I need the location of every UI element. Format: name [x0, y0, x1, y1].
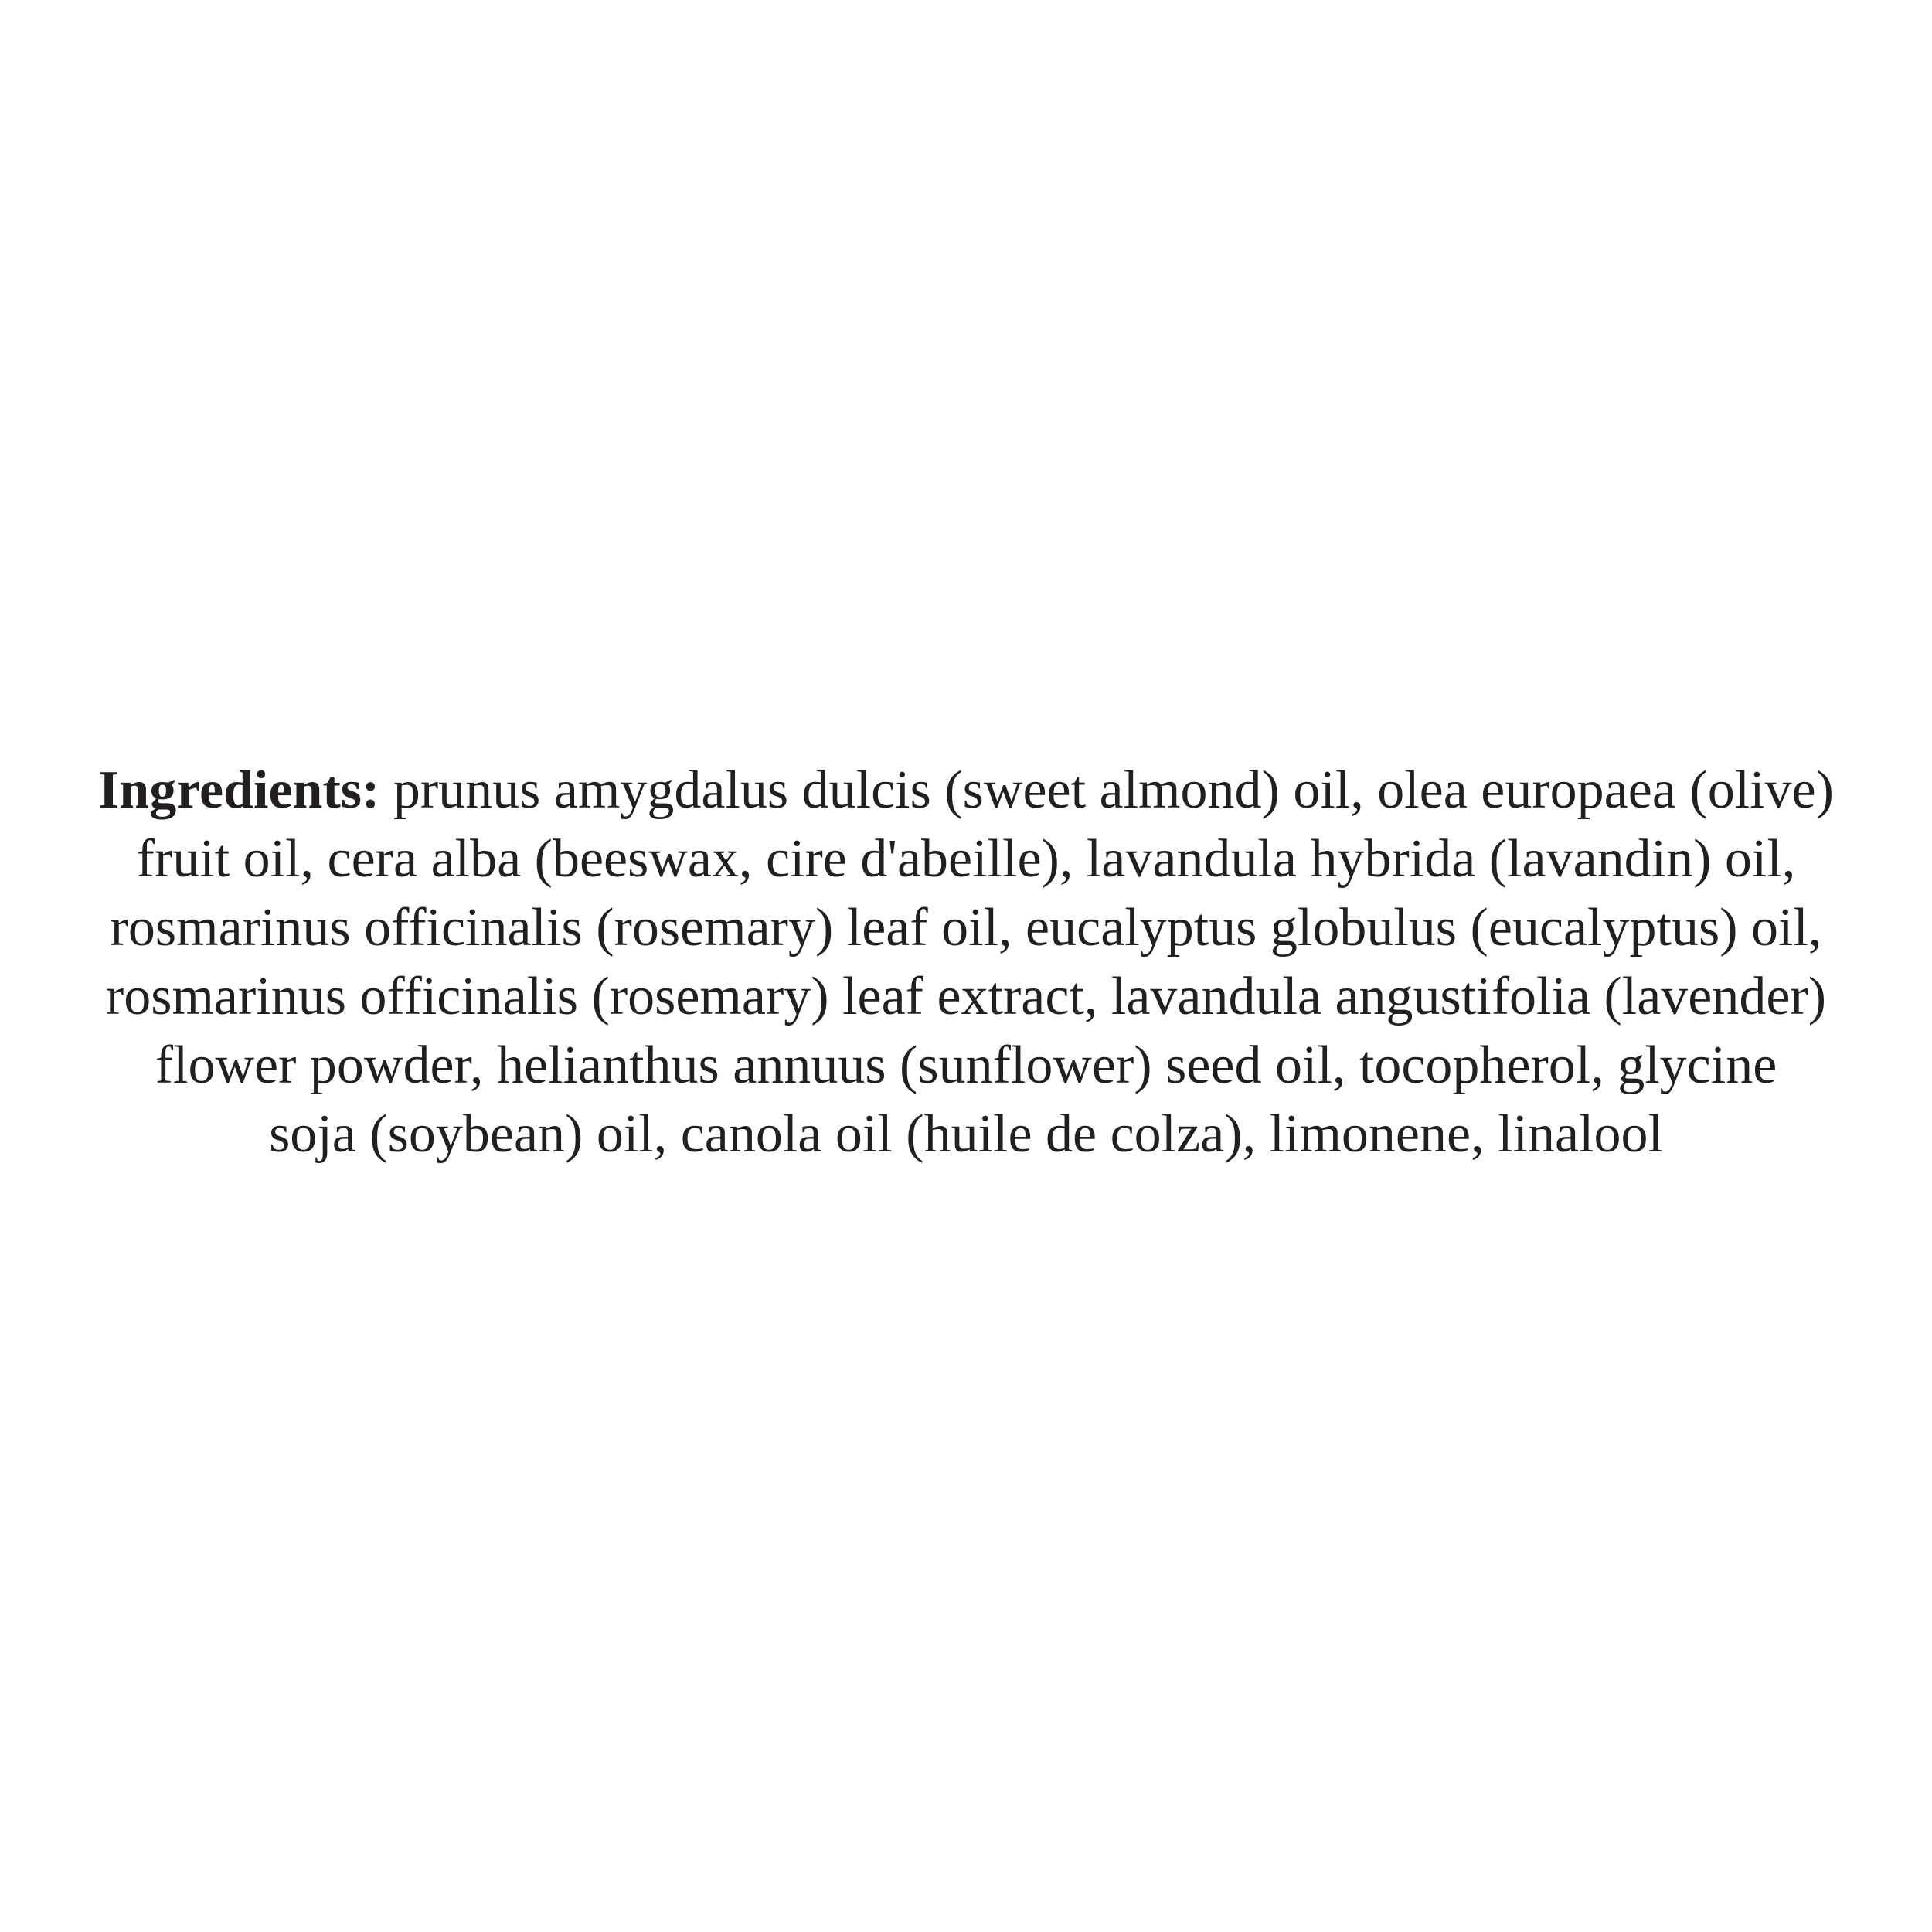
ingredients-label: Ingredients:	[98, 760, 380, 820]
ingredients-line-5: flower powder, helianthus annuus (sunflower) seed oil, tocopherol, glycine	[155, 1036, 1777, 1095]
ingredients-text	[23, 756, 1909, 1168]
ingredients-line-4: rosmarinus officinalis (rosemary) leaf extract, lavandula angustifolia (lavender)	[105, 967, 1827, 1026]
ingredients-line-3: rosmarinus officinalis (rosemary) leaf oil, eucalyptus globulus (eucalyptus) oil,	[110, 898, 1822, 957]
ingredients-line-6: soja (soybean) oil, canola oil (huile de colza), limonene, linalool	[269, 1104, 1663, 1164]
ingredients-line-1-text: prunus amygdalus dulcis (sweet almond) oil, olea europaea (olive)	[379, 760, 1834, 820]
ingredients-line-2: fruit oil, cera alba (beeswax, cire d'abeille), lavandula hybrida (lavandin) oil,	[136, 829, 1796, 889]
ingredients-line-1	[23, 756, 1909, 825]
